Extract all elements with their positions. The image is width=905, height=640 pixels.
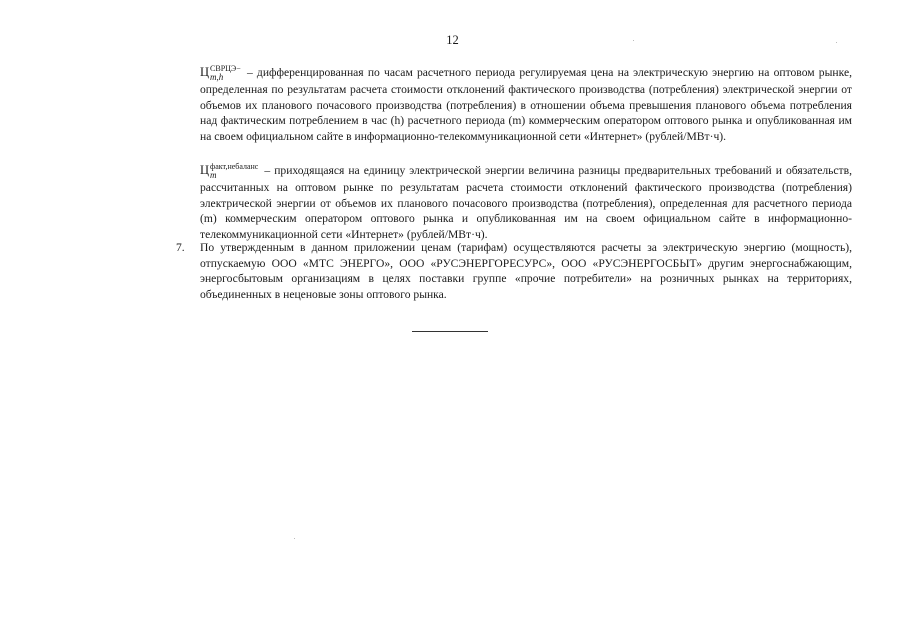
scan-speck: [633, 40, 634, 41]
symbol-base: Ц: [200, 64, 210, 79]
symbol-indices: [210, 162, 258, 180]
scan-speck: [294, 538, 295, 539]
symbol-indices: [210, 64, 241, 82]
page-number: 12: [446, 33, 459, 47]
formula-symbol-fakt-nebalans: [200, 162, 260, 180]
symbol-superscript: факт,небаланс: [210, 162, 259, 171]
definition-cvrce: [200, 64, 852, 144]
list-item-number: 7.: [176, 241, 185, 254]
symbol-superscript: СВРЦЭ−: [210, 64, 241, 73]
symbol-subscript: m,h: [210, 72, 224, 82]
formula-symbol-cvrce: [200, 64, 243, 82]
end-separator-line: [412, 331, 488, 332]
list-item-text: По утвержденным в данном приложении ценам (тарифам) осуществляются расчеты за электрическую энергию (мощность), отпускаемую ООО «МТС ЭНЕРГО», ООО «РУСЭНЕРГОРЕСУРС», ООО «РУСЭНЕРГОСБЫТ» другим энергоснабжающим, энергосбытовым организациям в целях поставки группе «прочие потребители» на розничных рынках на территориях, объединенных в неценовые зоны оптового рынка.: [200, 241, 852, 301]
definition-fakt-nebalans: [200, 162, 852, 242]
symbol-base: Ц: [200, 162, 210, 177]
list-item-7: [176, 240, 852, 302]
definition-text: – дифференцированная по часам расчетного периода регулируемая цена на электрическую энергию на оптовом рынке, определенная по результатам расчета стоимости отклонений фактического производства (потребления) электрической энергии от объемов их планового почасового производства (потребления) в отношении объема превышения планового объема потребления над фактическим потреблением в час (h) расчетного периода (m) коммерческим оператором оптового рынка и опубликованная им на своем официальном сайте в информационно-телекоммуникационной сети «Интернет» (рублей/МВт·ч).: [200, 65, 852, 143]
definition-text: – приходящаяся на единицу электрической энергии величина разницы предварительных требований и обязательств, рассчитанных на оптовом рынке по результатам расчета стоимости отклонений фактического производства (потребления) электрической энергии от объемов их планового почасового производства (потребления), определенная для расчетного периода (m) коммерческим оператором оптового рынка и опубликованная им на своем официальном сайте в информационно-телекоммуникационной сети «Интернет» (рублей/МВт·ч).: [200, 163, 853, 241]
symbol-subscript: m: [210, 170, 217, 180]
scan-speck: [836, 42, 837, 43]
